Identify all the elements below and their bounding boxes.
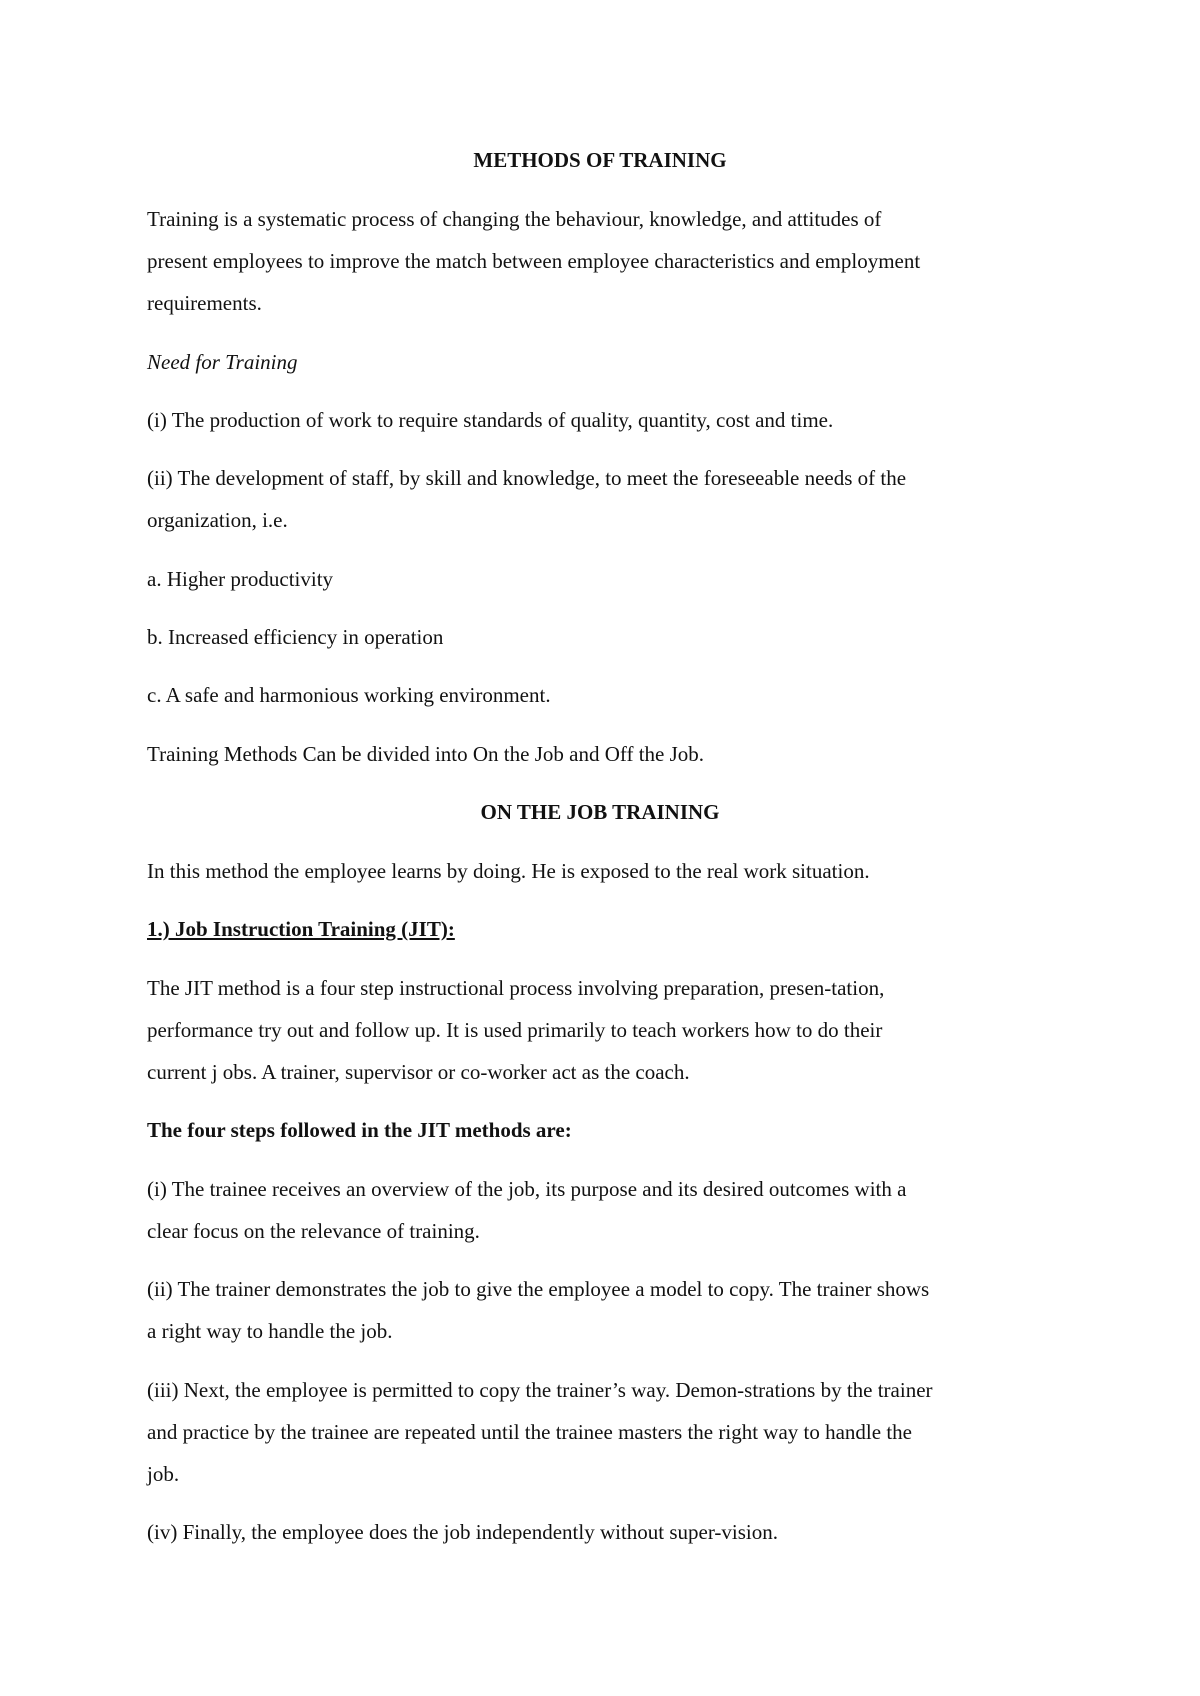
ojt-heading: ON THE JOB TRAINING [480,800,720,824]
step-iii-line-3: job. [147,1462,180,1486]
intro-line-3: requirements. [147,291,262,315]
intro-line-2: present employees to improve the match between employee characteristics and employment [147,249,921,273]
benefit-item-c: c. A safe and harmonious working environment. [147,683,551,707]
step-iv: (iv) Finally, the employee does the job independently without super-vision. [147,1520,779,1544]
page-title: METHODS OF TRAINING [473,148,727,172]
need-heading: Need for Training [147,350,298,374]
jit-desc-line-1: The JIT method is a four step instructional process involving preparation, presen-tation, [147,976,885,1000]
step-ii-line-2: a right way to handle the job. [147,1319,393,1343]
methods-division: Training Methods Can be divided into On the Job and Off the Job. [147,742,705,766]
intro-line-1: Training is a systematic process of changing the behaviour, knowledge, and attitudes of [147,207,882,231]
step-iii-line-2: and practice by the trainee are repeated until the trainee masters the right way to handle the [147,1420,912,1444]
benefit-item-a: a. Higher productivity [147,567,334,591]
steps-heading: The four steps followed in the JIT methods are: [147,1118,572,1142]
need-item-ii-line-1: (ii) The development of staff, by skill and knowledge, to meet the foreseeable needs of the [147,466,907,490]
benefit-item-b: b. Increased efficiency in operation [147,625,444,649]
jit-heading: 1.) Job Instruction Training (JIT): [147,917,455,941]
need-item-ii-line-2: organization, i.e. [147,508,288,532]
step-iii-line-1: (iii) Next, the employee is permitted to copy the trainer’s way. Demon-strations by the trainer [147,1378,933,1402]
step-i-line-1: (i) The trainee receives an overview of the job, its purpose and its desired outcomes with a [147,1177,907,1201]
jit-desc-line-3: current j obs. A trainer, supervisor or co-worker act as the coach. [147,1060,690,1084]
jit-desc-line-2: performance try out and follow up. It is used primarily to teach workers how to do their [147,1018,883,1042]
step-i-line-2: clear focus on the relevance of training. [147,1219,480,1243]
need-item-i: (i) The production of work to require standards of quality, quantity, cost and time. [147,408,834,432]
step-ii-line-1: (ii) The trainer demonstrates the job to give the employee a model to copy. The trainer shows [147,1277,930,1301]
ojt-description: In this method the employee learns by doing. He is exposed to the real work situation. [147,859,870,883]
